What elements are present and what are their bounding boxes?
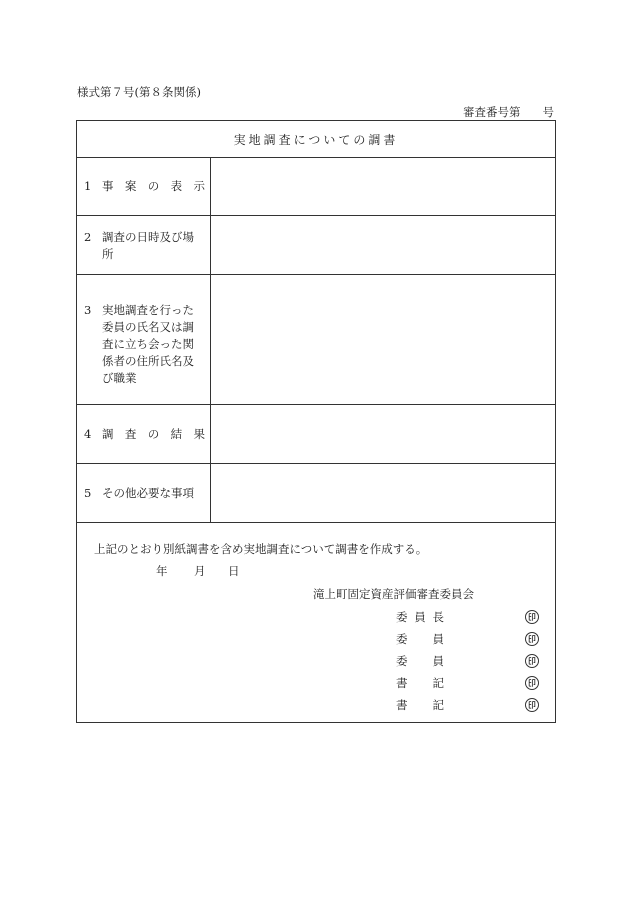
row-number: 3 [84,303,92,317]
certification-section [77,523,555,722]
label-line: 調査の日時及び場 [102,230,194,244]
label-line: 所 [102,247,114,261]
other-matters-label: その他必要な事項 [102,486,194,500]
participants-row [77,275,555,405]
label-line: び職業 [102,371,137,385]
label-line: 実地調査を行った [102,303,194,317]
seal-icon[interactable] [525,610,539,624]
signer-char: 員 [432,632,444,646]
signer-char: 書 [396,698,408,712]
date-place-label-cell [77,216,211,274]
signer-clerk [396,675,444,691]
signer-title [396,631,444,647]
signer-clerk [396,697,444,713]
label-char: 果 [193,427,205,441]
case-display-label-cell [77,157,211,215]
row-number: 4 [84,427,92,441]
signer-title [396,609,444,625]
certification-statement: 上記のとおり別紙調書を含め実地調査について調書を作成する。 [94,542,428,556]
date-day: 日 [228,564,240,578]
investigation-report-form [76,120,556,723]
seal-glyph-icon [526,677,538,689]
label-char: 調 [102,427,114,441]
committee-name: 滝上町固定資産評価審査委員会 [313,587,474,601]
participants-field[interactable] [211,275,555,404]
exam-number-suffix: 号 [542,105,554,119]
signer-chairman [396,609,444,625]
signer-char: 員 [432,654,444,668]
case-display-field[interactable] [211,157,555,215]
label-char: 査 [124,427,137,441]
label-line: 係者の住所氏名及 [102,354,194,368]
seal-icon[interactable] [525,654,539,668]
exam-number-prefix: 審査番号第 [463,105,521,119]
signer-char: 委 [396,632,408,646]
case-display-row [77,157,555,216]
signer-char: 委 [396,610,408,624]
row-number: 2 [84,230,92,244]
signer-char: 記 [432,698,444,712]
signer-char: 員 [414,610,426,624]
participants-label [102,302,205,387]
other-matters-field[interactable] [211,464,555,522]
label-char: の [147,427,160,441]
signer-char: 委 [396,654,408,668]
date-place-row [77,216,555,275]
seal-glyph-icon [526,633,538,645]
result-row [77,405,555,464]
row-number: 5 [84,486,92,500]
label-char: 結 [170,427,183,441]
other-matters-row [77,464,555,523]
participants-label-cell [77,275,211,404]
label-char: の [147,179,160,193]
signer-title [396,675,444,691]
signer-char: 長 [432,610,444,624]
label-char: 案 [124,179,137,193]
signer-char: 記 [432,676,444,690]
date-month: 月 [194,564,206,578]
result-label-cell [77,405,211,463]
seal-icon[interactable] [525,676,539,690]
signer-member [396,653,444,669]
seal-glyph-icon [526,699,538,711]
signer-title [396,653,444,669]
date-line[interactable] [156,563,240,579]
label-char: 示 [193,179,205,193]
signer-char: 書 [396,676,408,690]
case-display-label [102,178,205,195]
seal-glyph-icon [526,611,538,623]
date-year: 年 [156,564,168,578]
label-line: 査に立ち会った関 [102,337,194,351]
form-number: 様式第７号(第８条関係) [77,85,201,99]
label-char: 事 [102,179,114,193]
row-number: 1 [84,179,92,193]
signer-title [396,697,444,713]
signer-member [396,631,444,647]
result-field[interactable] [211,405,555,463]
date-place-field[interactable] [211,216,555,274]
exam-number [463,104,554,120]
seal-glyph-icon [526,655,538,667]
seal-icon[interactable] [525,698,539,712]
label-line: 委員の氏名又は調 [102,320,194,334]
date-place-label [102,229,205,263]
seal-icon[interactable] [525,632,539,646]
form-title: 実地調査についての調書 [77,121,555,158]
label-char: 表 [170,179,183,193]
other-matters-label-cell [77,464,211,522]
result-label [102,426,205,443]
